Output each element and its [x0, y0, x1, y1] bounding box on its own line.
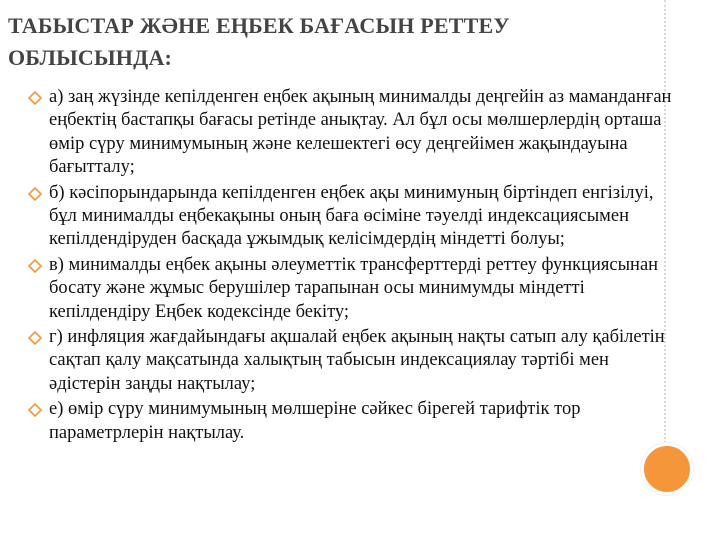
slide-title: ТАБЫСТАР ЖӘНЕ ЕҢБЕК БАҒАСЫН РЕТТЕУ ОБЛЫСЫНДА:: [8, 13, 510, 70]
bullet-item-b: [25, 182, 675, 252]
slide-content: [25, 86, 675, 447]
bullet-item-a: [25, 86, 675, 180]
bullet-list: [25, 86, 675, 445]
diamond-outline-icon: [28, 91, 42, 105]
decorative-orange-circle: [641, 443, 693, 495]
diamond-outline-icon: [28, 259, 42, 273]
bullet-text: е) өмір сүру минимумының мөлшеріне сәйкес бірегей тарифтік тор параметрлерін нақтылау.: [49, 399, 581, 443]
bullet-text: б) кәсіпорындарында кепілденген еңбек ақы минимуның біртіндеп енгізілуі, бұл минималды еңбекақыны оның баға өсіміне тәуелді индексациясымен кепілдендіруден басқада ұжымдық келісімдердің міндетті болуы;: [49, 182, 654, 250]
bullet-text: а) заң жүзінде кепілденген еңбек ақының минималды деңгейін аз маманданған еңбектің бастапқы бағасы ретінде анықтау. Ал бұл осы мөлшерлердің орташа өмір сүру минимумының және келешектегі өсу деңгейімен жақындауына бағытталу;: [49, 87, 672, 178]
diamond-outline-icon: [28, 403, 42, 417]
bullet-item-v: [25, 254, 675, 324]
bullet-item-e: [25, 398, 675, 445]
diamond-outline-icon: [28, 331, 42, 345]
bullet-item-g: [25, 326, 675, 396]
diamond-outline-icon: [28, 187, 42, 201]
bullet-text: г) инфляция жағдайындағы ақшалай еңбек ақының нақты сатып алу қабілетін сақтап қалу мақсатында халықтың табысын индексациялау тәртібі мен әдістерін заңды нақтылау;: [49, 327, 665, 394]
bullet-text: в) минималды еңбек ақыны әлеуметтік трансферттерді реттеу функциясынан босату және жұмыс берушілер тарапынан осы минимумды міндетті кепілдендіру Еңбек кодексінде бекіту;: [49, 254, 659, 322]
